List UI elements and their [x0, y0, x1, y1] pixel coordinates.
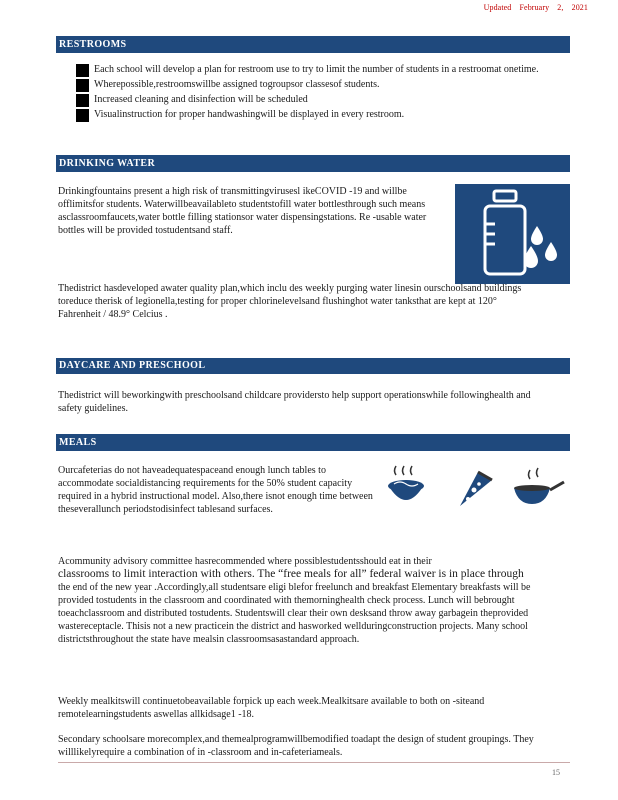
list-item: Each school will develop a plan for restroom use to try to limit the number of students in a restroomat onetime. [76, 63, 556, 76]
page-number: 15 [552, 768, 560, 777]
footer-divider [58, 762, 570, 763]
section-heading-daycare: DAYCARE AND PRESCHOOL [56, 358, 570, 374]
bullet-square-icon [76, 109, 89, 122]
list-item: Wherepossible,restroomswillbe assigned togroupsor classesof students. [76, 78, 556, 91]
updated-date: Updated February 2, 2021 [483, 3, 588, 12]
meal-icon-group [382, 462, 572, 512]
wok-icon [514, 468, 564, 504]
section-heading-drinking-water: DRINKING WATER [56, 155, 570, 172]
bullet-square-icon [76, 79, 89, 92]
section-heading-restrooms: RESTROOMS [56, 36, 570, 53]
section-heading-meals: MEALS [56, 434, 570, 451]
drinking-water-paragraph-2: Thedistrict hasdeveloped awater quality plan,which inclu des weekly purging water linesin ourschoolsand buildings toreduce therisk of legionella,testing for proper chlorinelevelsand flushinghot water tanksthat are kept at 120° Fahrenheit / 48.9° Celcius . [58, 283, 522, 320]
water-bottle-icon [455, 184, 570, 284]
meals-paragraph-4: Secondary schoolsare morecomplex,and themealprogramwillbemodified toadapt the design of student groupings. They willlikelyrequire a combination of in -classroom and in-cafeteriameals. [58, 734, 534, 758]
list-item: Visualinstruction for proper handwashingwill be displayed in every restroom. [76, 108, 556, 121]
drinking-water-paragraph-1: Drinkingfountains present a high risk of transmittingvirusesl ikeCOVID -19 and willbe offlimitsfor students. Waterwillbeavailableto studentstofill water bottlesthrough such means asclassroomfaucets,water bottle filling stationsor water dispensingstations. Re -usable water bottles will be provided tostudentsand staff. [58, 186, 427, 236]
bullet-square-icon [76, 64, 89, 77]
pizza-slice-icon [460, 472, 492, 506]
daycare-paragraph: Thedistrict will beworkingwith preschoolsand childcare providersto help support operationswhile followinghealth and safety guidelines. [58, 390, 531, 414]
noodle-bowl-icon [388, 466, 424, 500]
meals-paragraph-2: Acommunity advisory committee hasrecommended where possiblestudentsshould eat in their classrooms to limit interaction with others. The “free meals for all” federal waiver is in place through the end of the new year .Accordingly,all studentsare eligi blefor freelunch and breakfast Elementary breakfasts will be provided tostudents in the classroom and coordinated with themorninghealth check process. Lunch will bebrought toeachclassroom and distributed tostudents. Studentswill clear their own desksand throw away garbagein theprovided wastereceptacle. Thisis not a new practicein the district and hasworked wellduringconstruction projects. Many school districtsthroughout the state have mealsin classroomsasastandard approach. [58, 556, 531, 645]
meals-paragraph-1: Ourcafeterias do not haveadequatespaceand enough lunch tables to accommodate socialdistancing requirements for the 50% student capacity required in a hybrid instructional model. Also,there isnot enough time between theseverallunch periodstodisinfect tablesand surfaces. [58, 465, 373, 515]
bullet-square-icon [76, 94, 89, 107]
list-item: Increased cleaning and disinfection will be scheduled [76, 93, 556, 106]
restroom-bullet-list [76, 63, 556, 123]
meals-paragraph-3: Weekly mealkitswill continuetobeavailable forpick up each week.Mealkitsare available to both on -siteand remotelearningstudents aswellas allkidsage1 -18. [58, 696, 485, 720]
